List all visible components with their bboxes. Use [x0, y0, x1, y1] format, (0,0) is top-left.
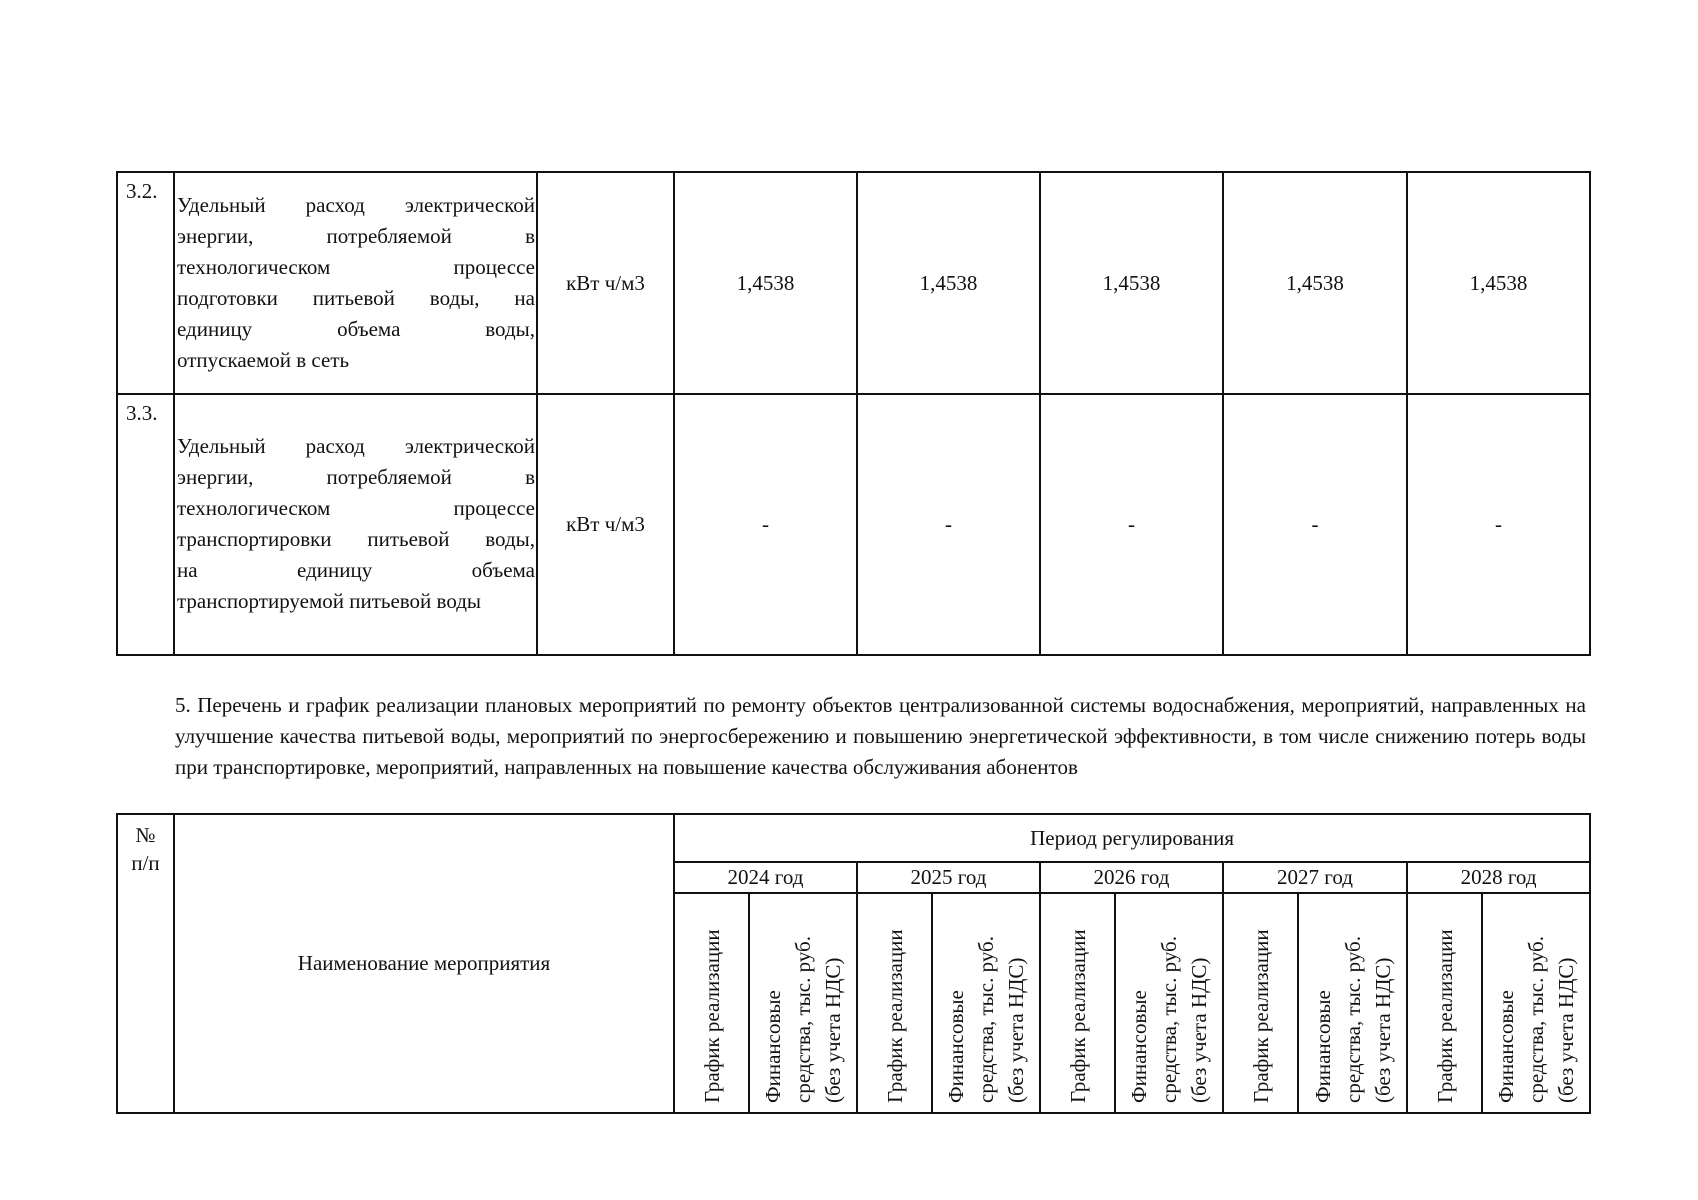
- table-row: [117, 172, 1590, 394]
- year-header: 2027 год: [1223, 862, 1407, 893]
- value-cell: -: [1223, 394, 1407, 655]
- value-cell: 1,4538: [674, 172, 857, 394]
- indicators-table: [116, 171, 1591, 656]
- value-cell: 1,4538: [1223, 172, 1407, 394]
- year-header: 2025 год: [857, 862, 1040, 893]
- value-cell: 1,4538: [1407, 172, 1590, 394]
- finance-header: Финансовые средства, тыс. руб. (без учета НДС): [932, 893, 1040, 1113]
- period-header: Период регулирования: [674, 814, 1590, 862]
- row-number: 3.2.: [117, 172, 174, 394]
- schedule-header: График реализации: [1407, 893, 1482, 1113]
- measure-name-header: Наименование мероприятия: [174, 814, 674, 1113]
- schedule-header: График реализации: [674, 893, 749, 1113]
- year-header: 2028 год: [1407, 862, 1590, 893]
- schedule-header: График реализации: [1040, 893, 1115, 1113]
- year-header: 2024 год: [674, 862, 857, 893]
- value-cell: 1,4538: [1040, 172, 1223, 394]
- finance-header: Финансовые средства, тыс. руб. (без учета НДС): [749, 893, 857, 1113]
- header-row: [117, 814, 1590, 862]
- finance-header: Финансовые средства, тыс. руб. (без учета НДС): [1115, 893, 1223, 1113]
- value-cell: -: [1040, 394, 1223, 655]
- year-header: 2026 год: [1040, 862, 1223, 893]
- finance-header: Финансовые средства, тыс. руб. (без учета НДС): [1482, 893, 1590, 1113]
- unit-cell: кВт ч/м3: [537, 172, 674, 394]
- value-cell: 1,4538: [857, 172, 1040, 394]
- finance-header: Финансовые средства, тыс. руб. (без учета НДС): [1298, 893, 1407, 1113]
- number-header: № п/п: [117, 814, 174, 1113]
- indicator-name: Удельный расход электрической энергии, потребляемой в технологическом процессе транспортировки питьевой воды, на единицу объема транспортируемой питьевой воды: [174, 394, 537, 655]
- indicator-name: Удельный расход электрической энергии, потребляемой в технологическом процессе подготовки питьевой воды, на единицу объема воды, отпускаемой в сеть: [174, 172, 537, 394]
- table-row: [117, 394, 1590, 655]
- unit-cell: кВт ч/м3: [537, 394, 674, 655]
- value-cell: -: [674, 394, 857, 655]
- schedule-header: График реализации: [857, 893, 932, 1113]
- measures-table: [116, 813, 1591, 1114]
- row-number: 3.3.: [117, 394, 174, 655]
- schedule-header: График реализации: [1223, 893, 1298, 1113]
- section-paragraph: 5. Перечень и график реализации плановых мероприятий по ремонту объектов централизованной системы водоснабжения, мероприятий, направленных на улучшение качества питьевой воды, мероприятий по энергосбережению и повышению энергетической эффективности, в том числе снижению потерь воды при транспортировке, мероприятий, направленных на повышение качества обслуживания абонентов: [175, 693, 1586, 779]
- value-cell: -: [857, 394, 1040, 655]
- value-cell: -: [1407, 394, 1590, 655]
